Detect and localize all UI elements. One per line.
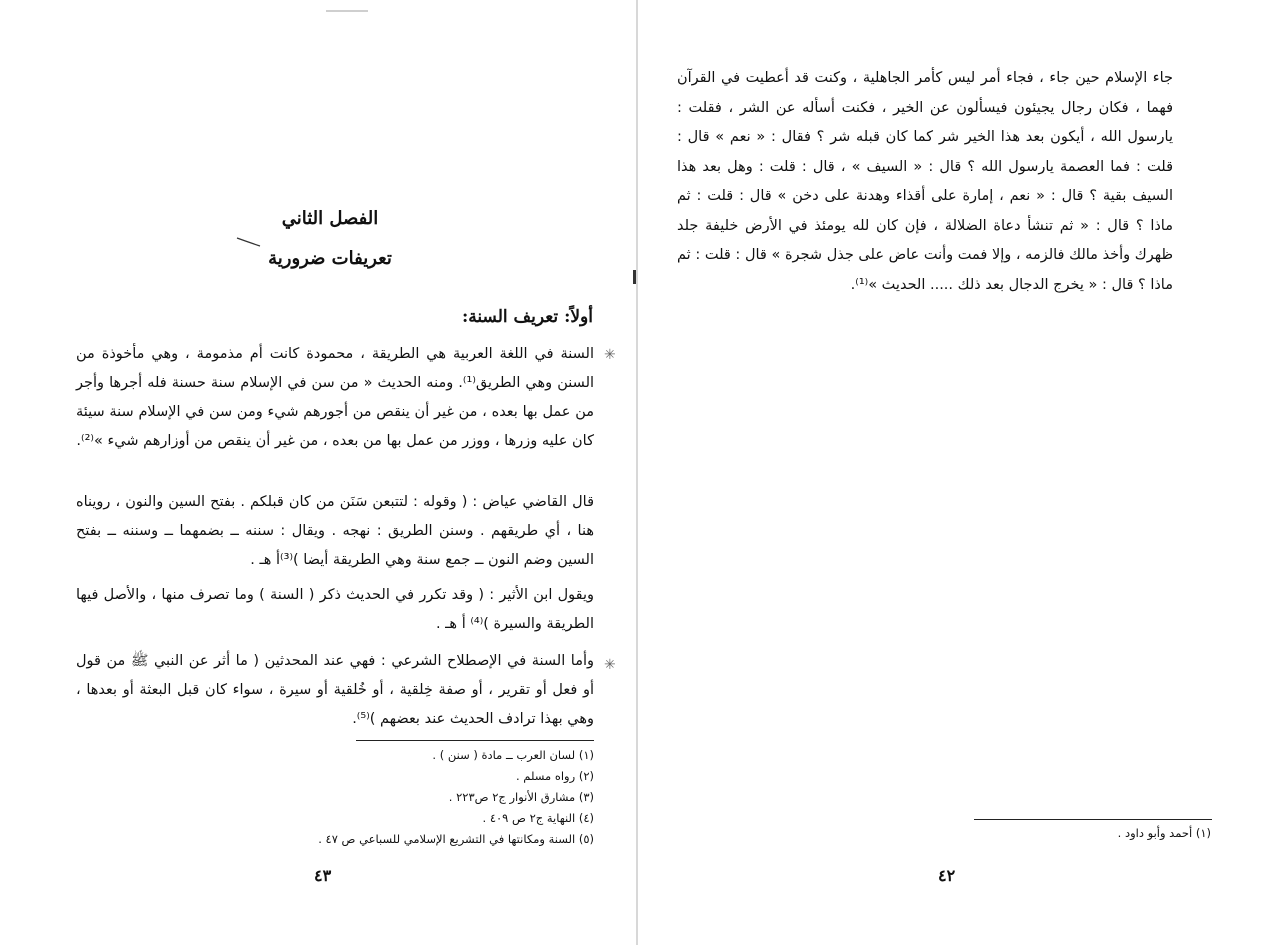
paragraph-qadi-iyad: قال القاضي عياض : ( وقوله : لتتبعن سَنَن من كان قبلكم . بفتح السين والنون ، رويناه هنا ، أي طريقهم . وسنن الطريق : نهجه . ويقال : سننه ــ بضمهما ــ وسننه ــ بفتح السين وضم النون ــ جمع سنة وهي الطريقة أيضا )⁽³⁾أ هـ .	[76, 494, 594, 568]
paragraph-sunnah-terminology: وأما السنة في الإصطلاح الشرعي : فهي عند المحدثين ( ما أثر عن النبي ﷺ من قول أو فعل أو تقرير ، أو صفة خِلقية ، أو خُلقية أو سيرة ، سواء كان قبل البعثة أو بعدها ، وهي بهذا ترادف الحديث عند بعضهم )⁽⁵⁾.	[76, 653, 594, 727]
footnote: (١) لسان العرب ــ مادة ( سنن ) .	[432, 748, 594, 762]
footnotes-right	[1118, 823, 1211, 844]
section-heading: أولاً: تعريف السنة:	[462, 307, 593, 327]
footnote: (١) أحمد وأبو داود .	[1117, 826, 1211, 840]
footnote: (٤) النهاية ج٢ ص ٤٠٩ .	[482, 811, 594, 825]
footnote-divider	[974, 819, 1212, 820]
footnotes-left	[318, 745, 594, 850]
bullet-star-icon: ✳	[604, 657, 616, 673]
pen-mark-icon	[236, 236, 262, 248]
paragraph-ibn-athir: ويقول ابن الأثير : ( وقد تكرر في الحديث ذكر ( السنة ) وما تصرف منها ، والأصل فيها الطريقة والسيرة )⁽⁴⁾ أ هـ .	[76, 587, 594, 632]
footnote: (٥) السنة ومكانتها في التشريع الإسلامي للسباعي ص ٤٧ .	[318, 832, 594, 846]
paragraph-sunnah-language: السنة في اللغة العربية هي الطريقة ، محمودة كانت أم مذمومة ، وهي مأخوذة من السنن وهي الطريق⁽¹⁾. ومنه الحديث « من سن في الإسلام سنة حسنة فله أجرها وأجر من عمل بها بعده ، من غير أن ينقص من أجورهم شيء ومن سن في الإسلام سنة سيئة كان عليه وزرها ، ووزر من عمل بها من بعده ، من غير أن ينقص من أوزارهم شيء »⁽²⁾.	[76, 346, 595, 449]
footnote-divider	[356, 740, 594, 741]
bullet-star-icon: ✳	[604, 347, 616, 363]
paragraph-hadith-hudhayfa: جاء الإسلام حين جاء ، فجاء أمر ليس كأمر الجاهلية ، وكنت قد أعطيت في القرآن فهما ، فكان رجال يجيئون فيسألون عن الخير ، فكنت أسأله عن الشر ، فقلت : يارسول الله ، أيكون بعد هذا الخير شر كما كان قبله شر ؟ فقال : « نعم » قال : قلت : فما العصمة يارسول الله ؟ قال : « السيف » ، قال : قلت : وهل بعد هذا السيف بقية ؟ قال : « نعم ، إمارة على أقذاء وهدنة على دخن » قال : قلت : ثم ماذا ؟ قال : « ثم تنشأ دعاة الضلالة ، فإن كان لله يومئذ في الأرض خليفة جلد ظهرك وأخذ مالك فالزمه ، وإلا فمت وأنت عاض على جذل شجرة » قال : قلت : ثم ماذا ؟ قال : « يخرج الدجال بعد ذلك ..... الحديث »⁽¹⁾.	[677, 70, 1173, 293]
chapter-subtitle: تعريفات ضرورية	[268, 248, 392, 269]
footnote: (٣) مشارق الأنوار ج٢ ص٢٢٣ .	[448, 790, 594, 804]
page-number-left: ٤٣	[314, 866, 332, 885]
chapter-title: الفصل الثاني	[281, 208, 379, 229]
page-number-right: ٤٢	[938, 866, 956, 885]
footnote: (٢) رواه مسلم .	[515, 769, 594, 783]
